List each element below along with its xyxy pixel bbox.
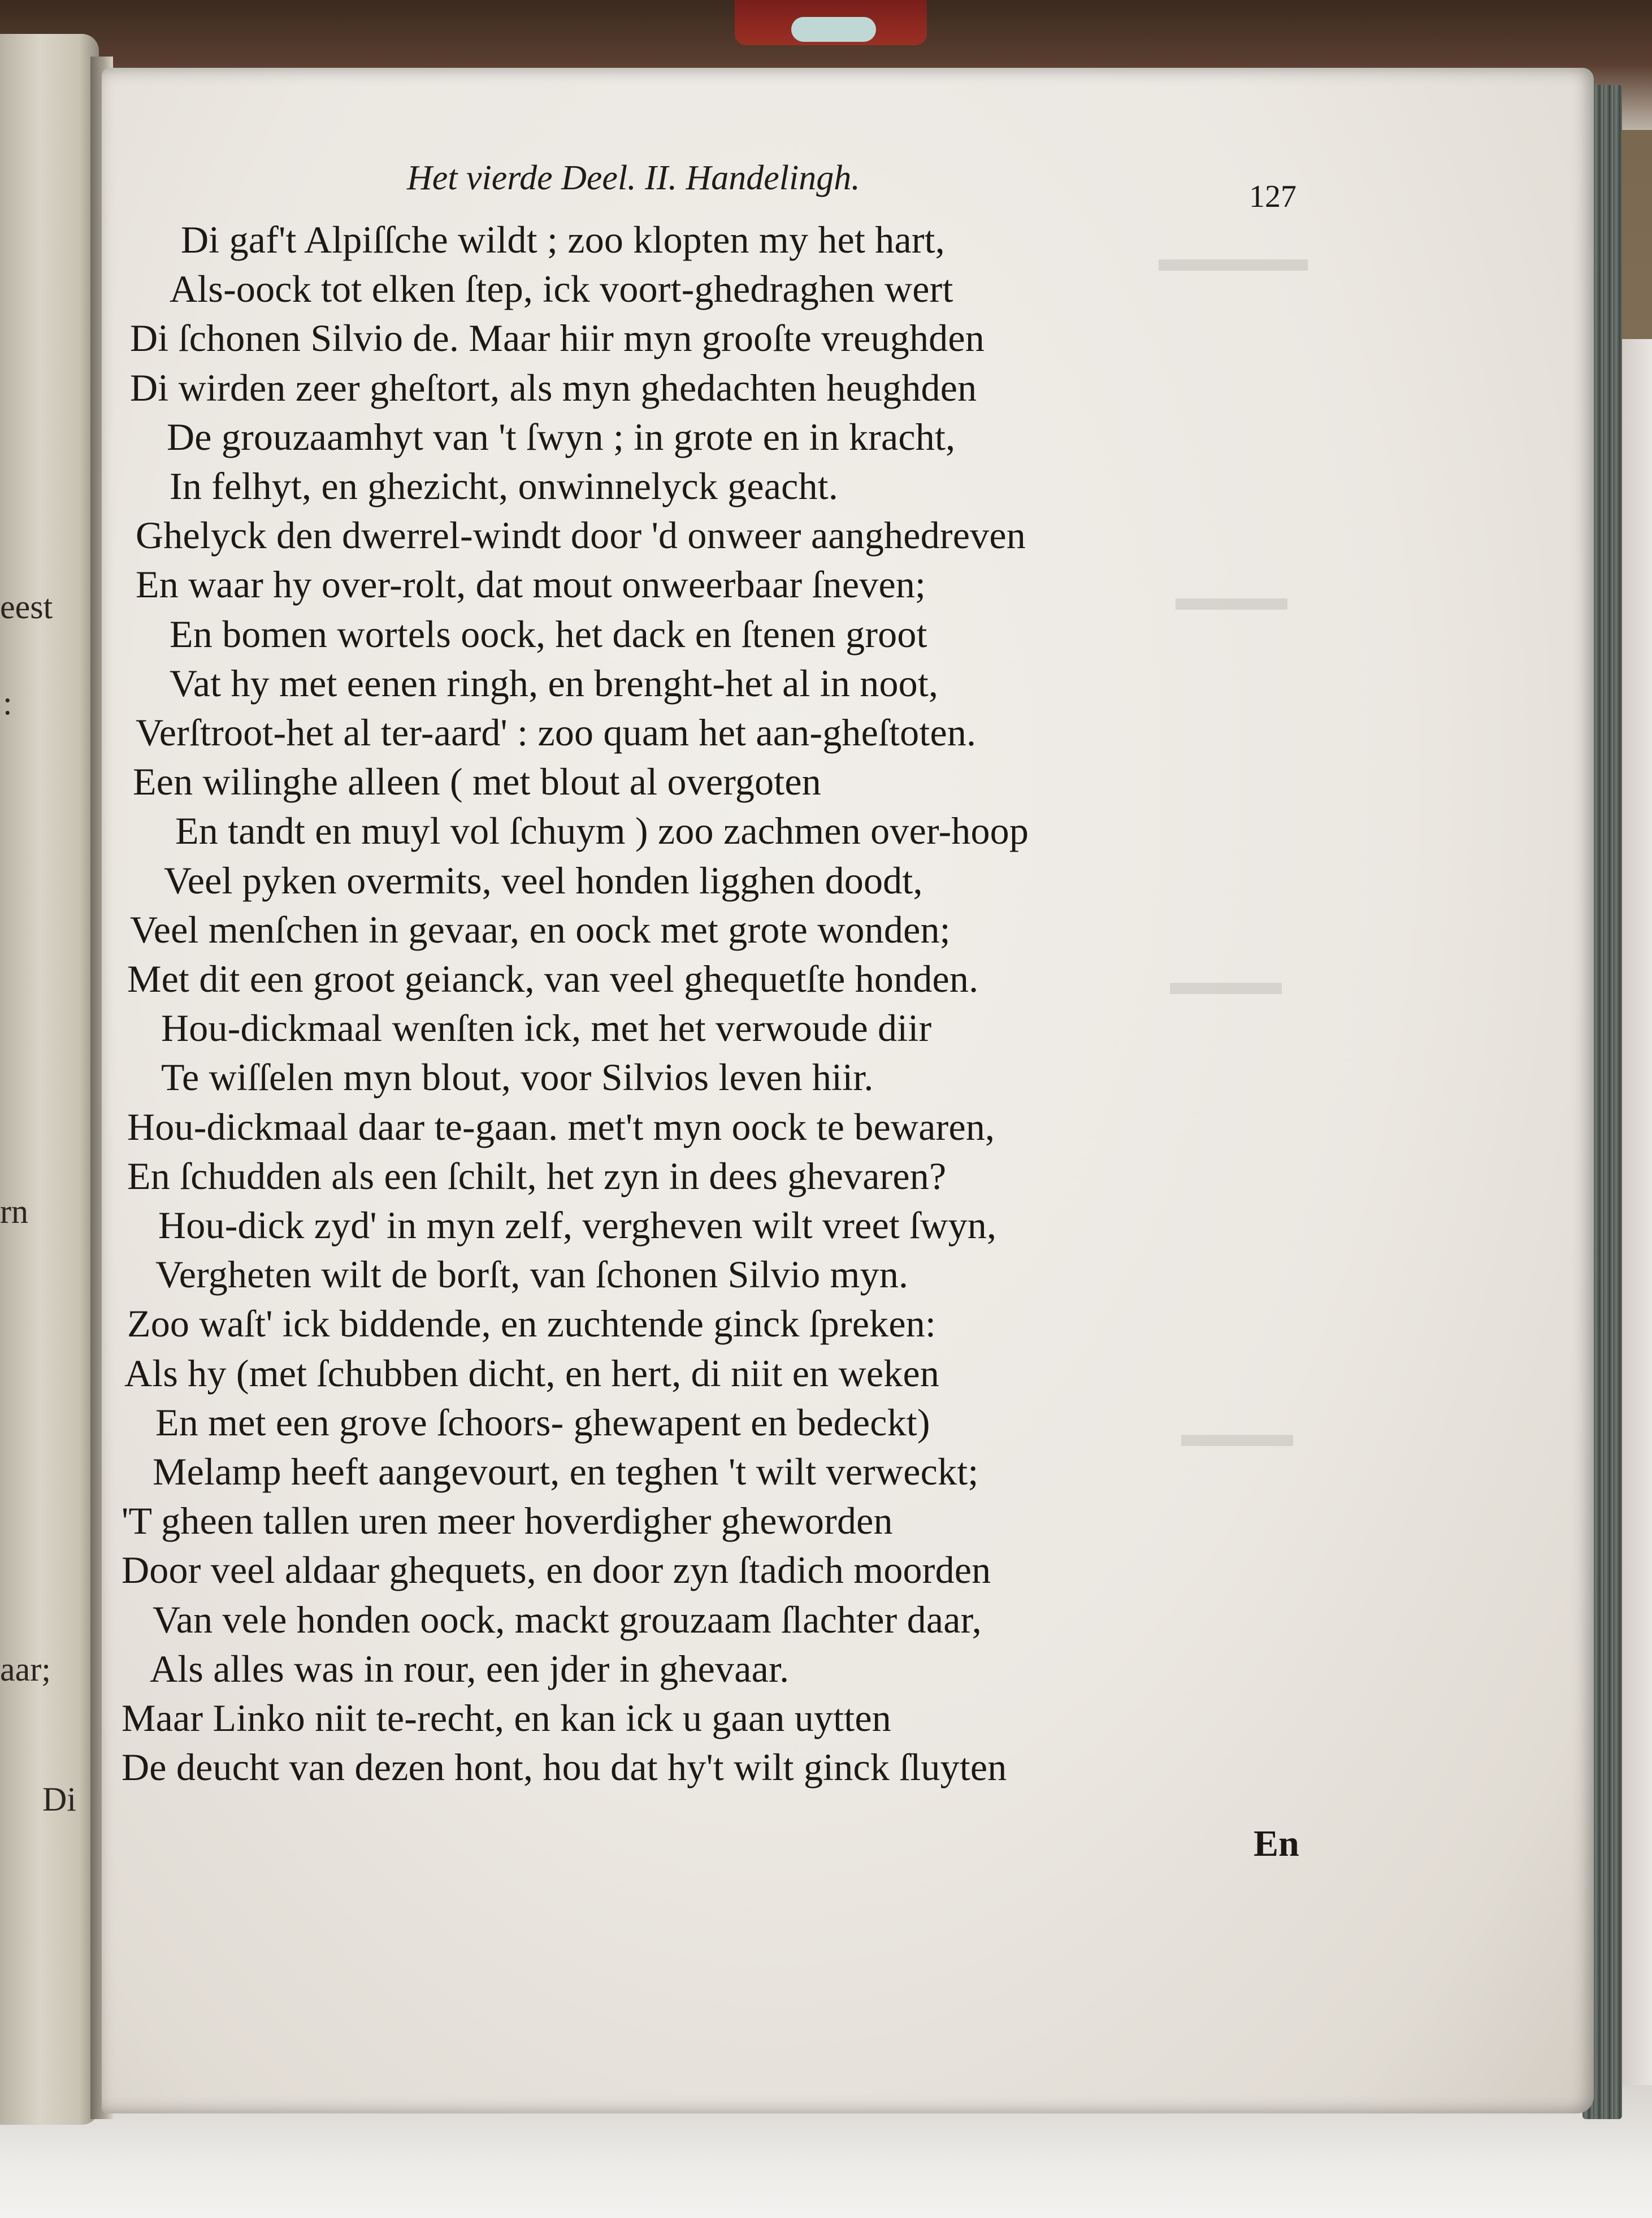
left-fragment: aar; xyxy=(0,1651,51,1688)
verse-line: Door veel aldaar ghequets, en door zyn ſtadich moorden xyxy=(122,1548,991,1592)
page-number: 127 xyxy=(1249,179,1297,214)
verse-line: Als alles was in rour, een jder in ghevaar. xyxy=(150,1647,790,1690)
verse-line: Melamp heeft aangevourt, en teghen 't wilt verweckt; xyxy=(153,1450,979,1493)
verse-line: En met een grove ſchoors- ghewapent en bedeckt) xyxy=(155,1400,930,1444)
verse-line: Hou-dick zyd' in myn zelf, vergheven wilt vreet ſwyn, xyxy=(158,1204,997,1247)
running-head: Het vierde Deel. II. Handelingh. xyxy=(407,159,860,197)
verse-line: Di gaf't Alpiſſche wildt ; zoo klopten my het hart, xyxy=(181,218,945,261)
verse-line: Hou-dickmaal wenſten ick, met het verwoude diir xyxy=(161,1006,932,1050)
verse-line: En waar hy over-rolt, dat mout onweerbaar ſneven; xyxy=(136,563,926,606)
left-fragment: : xyxy=(3,684,12,722)
verse-line: Als hy (met ſchubben dicht, en hert, di niit en weken xyxy=(124,1351,940,1395)
verse-line: En tandt en muyl vol ſchuym ) zoo zachmen over-hoop xyxy=(175,809,1029,853)
verse-line: Hou-dickmaal daar te-gaan. met't myn oock te bewaren, xyxy=(127,1105,995,1148)
verse-line: Di ſchonen Silvio de. Maar hiir myn grooſte vreughden xyxy=(130,316,985,360)
show-through: ▬▬▬ xyxy=(1176,577,1287,618)
left-fragment: Di xyxy=(42,1781,76,1818)
verse-line: Vat hy met eenen ringh, en brenght-het al in noot, xyxy=(170,661,939,705)
verse-line: Maar Linko niit te-recht, en kan ick u gaan uytten xyxy=(122,1696,891,1739)
left-fragment: rn xyxy=(0,1193,28,1230)
verse-line: De deucht van dezen hont, hou dat hy't wilt ginck ſluyten xyxy=(122,1746,1007,1789)
verse-line: Ghelyck den dwerrel-windt door 'd onweer aanghedreven xyxy=(136,514,1026,557)
verse-line: De grouzaamhyt van 't ſwyn ; in grote en in kracht, xyxy=(167,415,956,458)
verse-line: Te wiſſelen myn blout, voor Silvios leven hiir. xyxy=(161,1056,874,1099)
verse-line: Vergheten wilt de borſt, van ſchonen Silvio myn. xyxy=(155,1253,909,1296)
verse-line: En bomen wortels oock, het dack en ſtenen groot xyxy=(170,612,927,656)
verse-line: Veel pyken overmits, veel honden ligghen doodt, xyxy=(164,858,923,902)
verse-line: Een wilinghe alleen ( met blout al overgoten xyxy=(133,760,821,804)
verse-line: Met dit een groot geianck, van veel ghequetſte honden. xyxy=(127,957,979,1000)
catchword: En xyxy=(1254,1823,1299,1864)
verse-line: En ſchudden als een ſchilt, het zyn in dees ghevaren? xyxy=(127,1154,947,1197)
show-through: ▬▬▬ xyxy=(1170,961,1282,1002)
verse-line: Di wirden zeer gheſtort, als myn ghedachten heughden xyxy=(130,366,977,409)
verse-line: Verſtroot-het al ter-aard' : zoo quam het aan-gheſtoten. xyxy=(136,711,977,754)
verse-line: Als-oock tot elken ſtep, ick voort-ghedraghen wert xyxy=(170,267,953,311)
show-through: ▬▬▬▬ xyxy=(1159,238,1308,279)
verse-line: Zoo waſt' ick biddende, en zuchtende ginck ſpreken: xyxy=(127,1302,936,1345)
show-through: ▬▬▬ xyxy=(1181,1413,1293,1455)
verse-line: In felhyt, en ghezicht, onwinnelyck geacht. xyxy=(170,465,839,507)
verse-line: Veel menſchen in gevaar, en oock met grote wonden; xyxy=(130,908,951,951)
verse-line: Van vele honden oock, mackt grouzaam ſlachter daar, xyxy=(153,1598,982,1641)
verse-line: 'T gheen tallen uren meer hoverdigher gheworden xyxy=(122,1499,893,1543)
left-fragment: eest xyxy=(0,588,53,626)
